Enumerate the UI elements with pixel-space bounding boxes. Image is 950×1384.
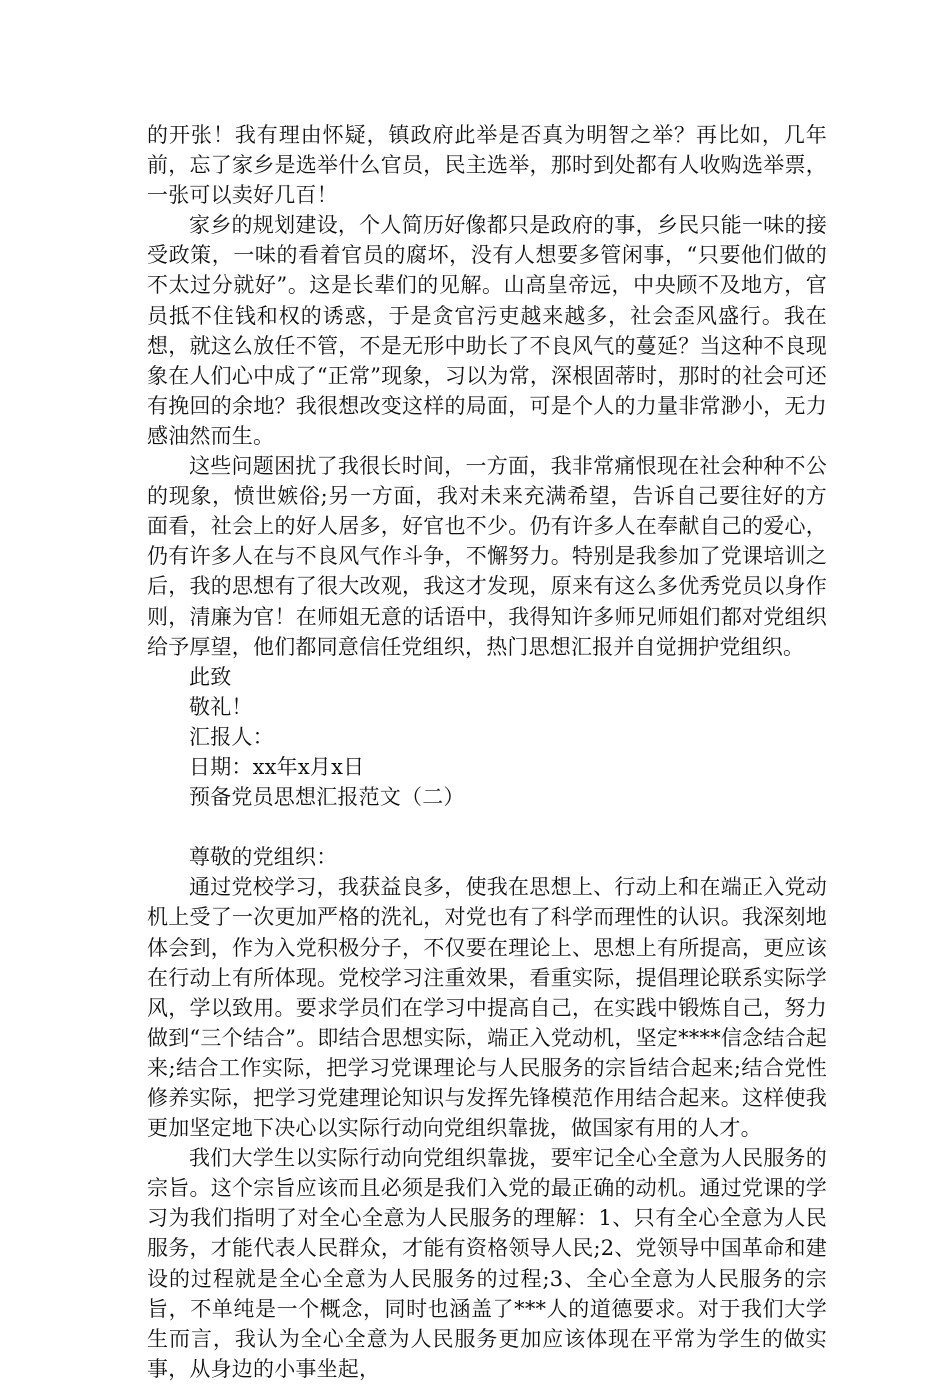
closing-regards: 敬礼！ bbox=[189, 694, 253, 719]
paragraph-problems: 这些问题困扰了我很长时间，一方面，我非常痛恨现在社会种种不公的现象，愤世嫉俗;另一方面，我对未来充满希望，告诉自己要往好的方面看，社会上的好人居多，好官也不少。仍有许多人在奉献自己的爱心，仍有许多人在与不良风气作斗争，不懈努力。特别是我参加了党课培训之后，我的思想有了很大改观，我这才发现，原来有这么多优秀党员以身作则，清廉为官！在师姐无意的话语中，我得知许多师兄师姐们都对党组织给予厚望，他们都同意信任党组织，热门思想汇报并自觉拥护党组织。 bbox=[147, 454, 827, 659]
document-body bbox=[147, 120, 827, 1384]
reporter-label: 汇报人： bbox=[189, 724, 274, 749]
blank-line bbox=[147, 812, 827, 842]
date-line: 日期：xx年x月x日 bbox=[189, 754, 365, 779]
closing-salutation: 此致 bbox=[189, 664, 232, 689]
paragraph-students: 我们大学生以实际行动向党组织靠拢，要牢记全心全意为人民服务的宗旨。这个宗旨应该而且必须是我们入党的最正确的动机。通过党课的学习为我们指明了对全心全意为人民服务的理解：1、只有全心全意为人民服务，才能代表人民群众，才能有资格领导人民;2、党领导中国革命和建设的过程就是全心全意为人民服务的过程;3、全心全意为人民服务的宗旨，不单纯是一个概念，同时也涵盖了***人的道德要求。对于我们大学生而言，我认为全心全意为人民服务更加应该体现在平常为学生的做实事，从身边的小事坐起， bbox=[147, 1146, 827, 1381]
paragraph-continuation: 的开张！我有理由怀疑，镇政府此举是否真为明智之举？再比如，几年前，忘了家乡是选举什么官员，民主选举，那时到处都有人收购选举票，一张可以卖好几百！ bbox=[147, 123, 827, 208]
paragraph-hometown-planning: 家乡的规划建设，个人简历好像都只是政府的事，乡民只能一味的接受政策，一味的看着官员的腐坏，没有人想要多管闲事，“只要他们做的不太过分就好”。这是长辈们的见解。山高皇帝远，中央顾不及地方，官员抵不住钱和权的诱惑，于是贪官污吏越来越多，社会歪风盛行。我在想，就这么放任不管，不是无形中助长了不良风气的蔓延？当这种不良现象在人们心中成了“正常”现象，习以为常，深根固蒂时，那时的社会可还有挽回的余地？我很想改变这样的局面，可是个人的力量非常渺小，无力感油然而生。 bbox=[147, 213, 827, 448]
paragraph-party-school: 通过党校学习，我获益良多，使我在思想上、行动上和在端正入党动机上受了一次更加严格的洗礼，对党也有了科学而理性的认识。我深刻地体会到，作为入党积极分子，不仅要在理论上、思想上有所提高，更应该在行动上有所体现。党校学习注重效果，看重实际，提倡理论联系实际学风，学以致用。要求学员们在学习中提高自己，在实践中锻炼自己，努力做到“三个结合”。即结合思想实际，端正入党动机，坚定****信念结合起来;结合工作实际，把学习党课理论与人民服务的宗旨结合起来;结合党性修养实际，把学习党建理论知识与发挥先锋模范作用结合起来。这样使我更加坚定地下决心以实际行动向党组织靠拢，做国家有用的人才。 bbox=[147, 875, 827, 1141]
greeting: 尊敬的党组织： bbox=[189, 845, 338, 870]
section-title: 预备党员思想汇报范文（二） bbox=[189, 785, 465, 810]
